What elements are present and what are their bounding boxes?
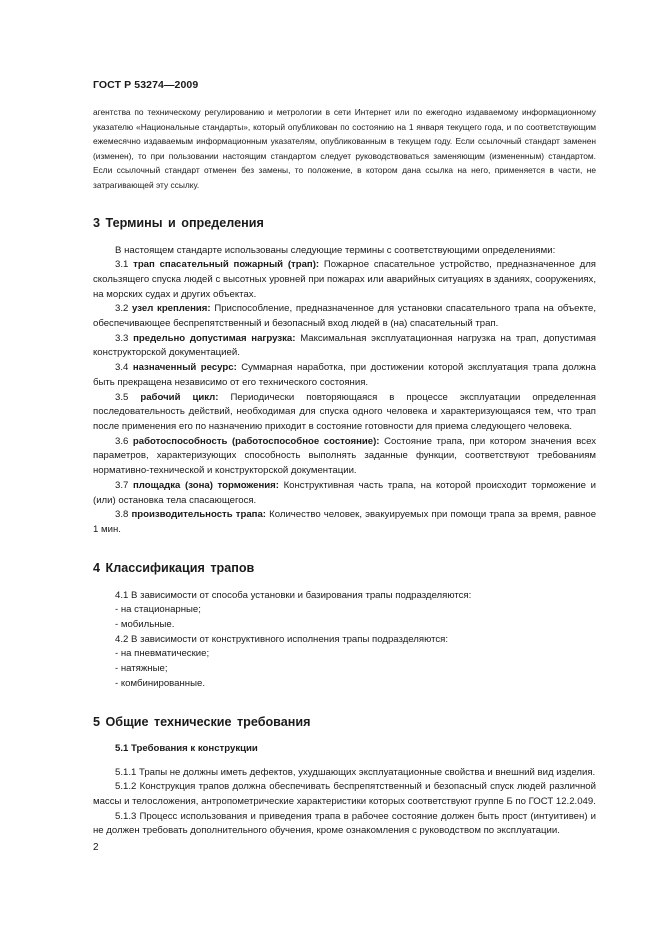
term-definition: Периодически повторяющаяся в процессе эксплуатации определенная последовательность действий, необходимая для спуска одного человека и характеризующаяся тем, что трап после применения его по назначению приходит в состояние готовности для приема следующего человека. [93, 391, 597, 432]
term-title: предельно допустимая нагрузка: [133, 332, 296, 344]
term-3-1 [93, 258, 596, 302]
term-definition: Приспособление, предназначенное для установки спасательного трапа на объекте, обеспечивающее беспрепятственный и безопасный вход людей в (на) спасательный трап. [93, 303, 597, 330]
term-number: 3.8 [115, 509, 129, 521]
section-5-heading: 5 Общие технические требования [93, 714, 311, 729]
document-code-header: ГОСТ Р 53274—2009 [93, 79, 199, 91]
term-3-4 [93, 361, 596, 390]
term-number: 3.6 [115, 435, 129, 447]
clause-4-2: 4.2 В зависимости от конструктивного исполнения трапы подразделяются: [115, 633, 449, 645]
term-title: рабочий цикл: [140, 391, 219, 403]
term-definition: Пожарное спасательное устройство, предназначенное для скользящего спуска людей с высотных уровней при пожарах или аварийных ситуациях в зданиях, сооружениях, на морских судах и других объектах. [93, 259, 596, 300]
term-3-5 [93, 391, 596, 435]
term-title: площадка (зона) торможения: [132, 479, 279, 491]
list-item: - на пневматические; [115, 648, 210, 660]
term-number: 3.7 [115, 479, 129, 491]
subsection-5-1-heading: 5.1 Требования к конструкции [115, 742, 258, 754]
term-definition: Состояние трапа, при котором значения всех параметров, характеризующих способность выполнять заданные функции, соответствуют требованиям нормативно-технической и конструкторской документации. [93, 435, 596, 477]
term-number: 3.2 [115, 303, 129, 315]
term-title: работоспособность (работоспособное состояние): [132, 435, 380, 447]
section-3-heading: 3 Термины и определения [93, 215, 264, 230]
list-item: - комбинированные. [115, 677, 205, 689]
section-4-heading: 4 Классификация трапов [93, 560, 255, 575]
term-title: производительность трапа: [131, 509, 266, 521]
term-definition: Суммарная наработка, при достижении которой эксплуатация трапа должна быть прекращена независимо от его технического состояния. [93, 362, 596, 388]
term-3-2 [93, 302, 596, 331]
term-definition: Количество человек, эвакуируемых при помощи трапа за время, равное 1 мин. [93, 509, 597, 535]
clause-4-1: 4.1 В зависимости от способа установки и базирования трапы подразделяются: [115, 589, 472, 601]
term-title: узел крепления: [132, 303, 211, 315]
clause-5-1-2: 5.1.2 Конструкция трапов должна обеспечивать беспрепятственный и безопасный спуск людей различной массы и телосложения, антропометрические характеристики которых соответствуют группе Б по ГОСТ 12.2.049. [93, 781, 596, 807]
term-3-8 [93, 508, 596, 537]
term-3-3 [93, 332, 596, 361]
term-definition: Максимальная эксплуатационная нагрузка на трап, допустимая конструкторской документацией. [93, 332, 596, 359]
term-definition: Конструктивная часть трапа, на которой происходит торможение и (или) остановка тела спасающегося. [93, 479, 597, 506]
term-number: 3.1 [115, 259, 129, 271]
list-item: - мобильные. [115, 619, 175, 631]
clause-5-1-3: 5.1.3 Процесс использования и приведения трапа в рабочее состояние должен быть прост (интуитивен) и не должен требовать дополнительного обучения, кроме ознакомления с руководством по эксплуатации. [93, 810, 596, 837]
section-3-intro: В настоящем стандарте использованы следующие термины с соответствующими определениями: [115, 244, 556, 256]
list-item: - натяжные; [115, 663, 168, 675]
clause-5-1-1: 5.1.1 Трапы не должны иметь дефектов, ухудшающих эксплуатационные свойства и внешний вид изделия. [115, 766, 596, 778]
intro-paragraph: агентства по техническому регулированию и метрологии в сети Интернет или по ежегодно издаваемому информационному указателю «Национальные стандарты», который опубликован по состоянию на 1 января текущего года, и по соответствующим ежемесячно издаваемым информационным указателям, опубликованным в текущем году. Если ссылочный стандарт заменен (изменен), то при пользовании настоящим стандартом следует руководствоваться заменяющим (измененным) стандартом. Если ссылочный стандарт отменен без замены, то положение, в котором дана ссылка на него, применяется в части, не затрагивающей эту ссылку. [93, 107, 596, 190]
term-number: 3.5 [115, 391, 129, 403]
term-number: 3.4 [115, 362, 129, 374]
term-3-6 [93, 435, 596, 479]
term-title: трап спасательный пожарный (трап): [133, 259, 320, 271]
term-3-7 [93, 479, 596, 508]
term-number: 3.3 [115, 332, 129, 344]
page-content [93, 105, 596, 839]
list-item: - на стационарные; [115, 604, 201, 616]
page-number: 2 [93, 842, 99, 853]
term-title: назначенный ресурс: [132, 362, 237, 374]
